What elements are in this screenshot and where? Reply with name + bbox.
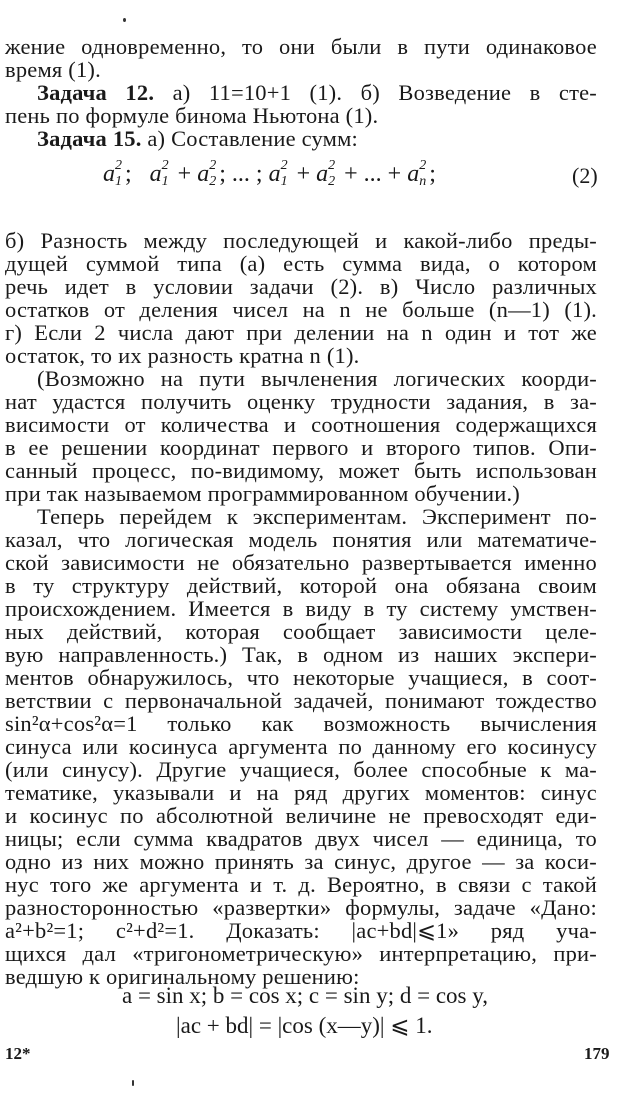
substitution-formula: a = sin x; b = cos x; c = sin y; d = cos y,	[122, 983, 488, 1008]
text-line: санный процесс, по-видимому, может быть использован	[5, 458, 597, 483]
text-line: висимости от количества и соотношения содержащихся	[5, 412, 597, 437]
text-line: синуса или косинуса аргумента по данному его косинусу	[5, 734, 597, 759]
text-line: остатков от деления чисел на n не больше (n—1) (1).	[5, 297, 597, 322]
text-line: Теперь перейдем к экспериментам. Эксперимент по-	[37, 504, 597, 529]
text-line: ницы; если сумма квадратов двух чисел — единица, то	[5, 826, 597, 851]
text-line: остаток, то их разность кратна n (1).	[5, 343, 360, 368]
text-line: (или синусу). Другие учащиеся, более способные к ма-	[5, 757, 597, 782]
task-12-text: а) 11=10+1 (1). б) Возведение в сте-	[172, 80, 598, 105]
text-line: ных действий, которая сообщает зависимости целе-	[5, 619, 597, 644]
scan-speck	[132, 1080, 134, 1086]
text-line: б) Разность между последующей и какой-либо преды-	[5, 228, 597, 253]
text-line: a²+b²=1; c²+d²=1. Доказать: |ac+bd|⩽1» ряд уча-	[5, 918, 597, 943]
text-line: происхождением. Имеется в виду в ту систему умствен-	[5, 596, 597, 621]
page-number: 179	[584, 1044, 610, 1063]
text-line: речь идет в условии задачи (2). в) Число различных	[5, 274, 597, 299]
text-line: ментов обнаружилось, что некоторые учащиеся, в соот-	[5, 665, 597, 690]
text-line: и косинус по абсолютной величине не превосходят еди-	[5, 803, 597, 828]
text-line: казал, что логическая модель понятия или математиче-	[5, 527, 597, 552]
task-12-line	[37, 81, 597, 105]
text-line: ветствии с первоначальной задачей, понимают тождество	[5, 688, 597, 713]
text-line: при так называемом программированном обучении.)	[5, 481, 521, 506]
text-line: sin²α+cos²α=1 только как возможность вычисления	[5, 711, 597, 736]
task-15-label: Задача 15.	[37, 126, 142, 151]
task-12-label: Задача 12.	[37, 80, 155, 105]
equation-number: (2)	[572, 163, 598, 188]
text-line: нат удастся получить оценку трудности задания, в за-	[5, 389, 597, 414]
task-15-text: а) Составление сумм:	[147, 126, 358, 151]
text-line: жение одновременно, то они были в пути одинаковое	[5, 34, 597, 59]
text-line: щихся дал «тригонометрическую» интерпретацию, при-	[5, 941, 597, 966]
text-line: время (1).	[5, 57, 101, 82]
text-line: пень по формуле бинома Ньютона (1).	[5, 103, 379, 128]
text-line: тематике, указывали и на ряд других моментов: синус	[5, 780, 597, 805]
text-line: г) Если 2 числа дают при делении на n один и тот же	[5, 320, 597, 345]
text-line: нус того же аргумента и т. д. Вероятно, в связи с такой	[5, 872, 597, 897]
scan-speck	[123, 18, 126, 22]
inequality-formula: |ac + bd| = |cos (x—y)| ⩽ 1.	[176, 1013, 433, 1038]
text-line: разносторонностью «развертки» формулы, задаче «Дано:	[5, 895, 597, 920]
text-line: одно из них можно принять за синус, другое — за коси-	[5, 849, 597, 874]
signature-mark: 12*	[5, 1044, 31, 1063]
text-line: (Возможно на пути вычленения логических коорди-	[37, 366, 597, 391]
text-line: ской зависимости не обязательно развертывается именно	[5, 550, 597, 575]
text-line: в ее решении координат первого и второго типов. Опи-	[5, 435, 597, 460]
sum-formula: a 2 1 ; a 2 1 + a 2 2 ; ... ; a 2 1 + a 2 2 + ... + a 2 n ;	[103, 158, 436, 190]
text-line: вую направленность.) Так, в одном из наших экспери-	[5, 642, 597, 667]
text-line: в ту структуру действий, которой она обязана своим	[5, 573, 597, 598]
text-line: дущей суммой типа (а) есть сумма вида, о котором	[5, 251, 597, 276]
text-line: ведшую к оригинальному решению:	[5, 964, 360, 989]
task-15-line	[37, 127, 597, 151]
